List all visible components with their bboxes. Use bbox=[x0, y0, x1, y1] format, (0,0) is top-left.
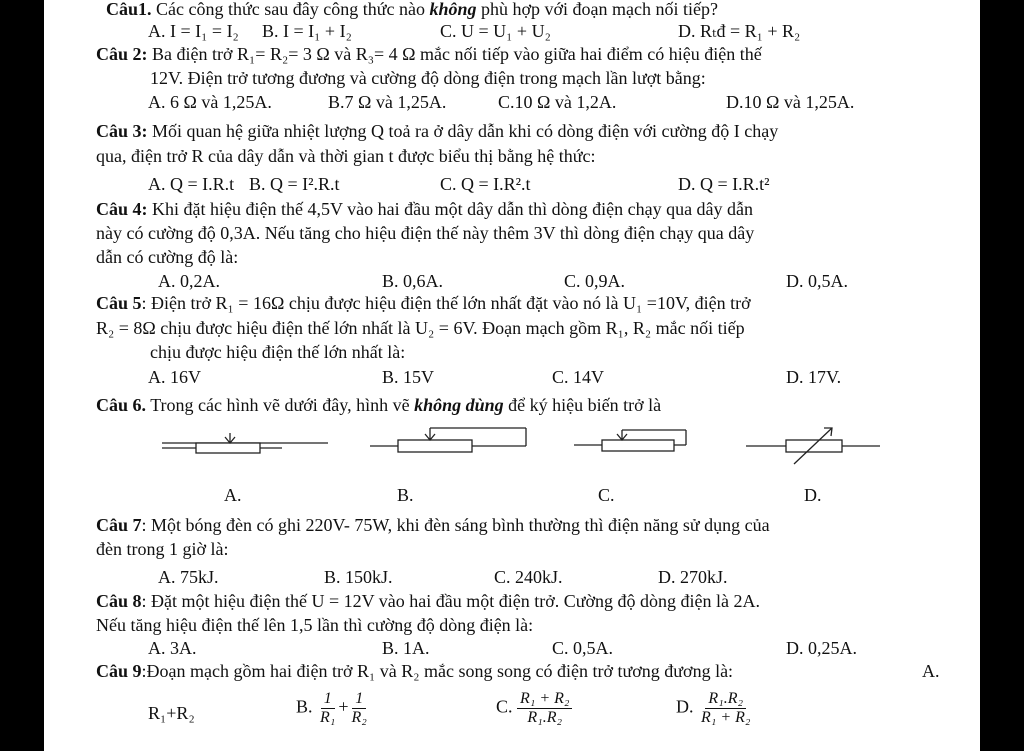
q1-option-b: B. I = I₁ + I₂ bbox=[262, 21, 352, 41]
question-7-line1: Câu 7: Một bóng đèn có ghi 220V- 75W, khi đèn sáng bình thường thì điện năng sử dụng của bbox=[96, 515, 770, 535]
q5-option-b: B. 15V bbox=[382, 367, 435, 387]
q3-option-a: A. Q = I.R.t bbox=[148, 174, 235, 194]
q7-option-d: D. 270kJ. bbox=[658, 567, 728, 587]
question-4-line2: này có cường độ 0,3A. Nếu tăng cho hiệu điện thế này thêm 3V thì dòng điện chạy qua dây bbox=[96, 223, 755, 243]
question-9-line1: Câu 9:Đoạn mạch gồm hai điện trở R₁ và R₂ mắc song song có điện trở tương đương là: bbox=[96, 661, 734, 681]
q9-option-a-prefix: A. bbox=[922, 661, 940, 681]
q4-option-b: B. 0,6A. bbox=[382, 271, 444, 291]
question-8-line1: Câu 8: Đặt một hiệu điện thế U = 12V vào hai đầu một điện trở. Cường độ dòng điện là 2A. bbox=[96, 591, 761, 611]
rheostat-symbol-a bbox=[162, 426, 328, 466]
q4-option-a: A. 0,2A. bbox=[158, 271, 220, 291]
q1-option-a: A. I = I₁ = I₂ bbox=[148, 21, 239, 41]
q8-option-d: D. 0,25A. bbox=[786, 638, 857, 658]
q7-option-c: C. 240kJ. bbox=[494, 567, 563, 587]
q9-c-fraction: $\frac{\text{R₁ + R₂}}{\text{R₁.R₂}}$ bbox=[517, 690, 572, 727]
q5-option-a: A. 16V bbox=[148, 367, 201, 387]
q9-option-b: B. $\frac{1}{\text{R₁}}$ + $\frac{1}{\text{R₂}}$ bbox=[296, 690, 370, 727]
q2-option-b: B.7 Ω và 1,25A. bbox=[328, 92, 447, 112]
question-7-line2: đèn trong 1 giờ là: bbox=[96, 539, 229, 559]
q9-b-fraction-1: $\frac{1}{\text{R₁}}$ bbox=[320, 690, 336, 726]
q9-option-a: R₁+R₂ bbox=[148, 703, 195, 723]
q9-option-d: D. $\frac{\text{R₁.R₂}}{\text{R₁ + R₂}}$ bbox=[676, 690, 753, 727]
rheostat-symbol-b bbox=[370, 426, 528, 466]
rheostat-symbol-d bbox=[746, 424, 882, 468]
q9-option-c: C. $\frac{\text{R₁ + R₂}}{\text{R₁.R₂}}$ bbox=[496, 690, 572, 727]
q3-option-d: D. Q = I.R.t² bbox=[678, 174, 770, 194]
question-2-line2: 12V. Điện trở tương đương và cường độ dòng điện trong mạch lần lượt bằng: bbox=[150, 68, 706, 88]
q2-option-a: A. 6 Ω và 1,25A. bbox=[148, 92, 272, 112]
q4-option-c: C. 0,9A. bbox=[564, 271, 626, 291]
rheostat-symbol-c bbox=[574, 426, 694, 466]
question-1-stem: Câu1. Các công thức sau đây công thức nào không phù hợp với đoạn mạch nối tiếp? bbox=[106, 0, 718, 19]
q7-option-a: A. 75kJ. bbox=[158, 567, 219, 587]
q8-option-c: C. 0,5A. bbox=[552, 638, 614, 658]
question-5-line1: Câu 5: Điện trở R₁ = 16Ω chịu được hiệu điện thế lớn nhất đặt vào nó là U₁ =10V, điện trở bbox=[96, 293, 751, 313]
q2-option-d: D.10 Ω và 1,25A. bbox=[726, 92, 855, 112]
q1-option-d: D. Rₜđ = R₁ + R₂ bbox=[678, 21, 801, 41]
q3-option-c: C. Q = I.R².t bbox=[440, 174, 531, 194]
question-3-line2: qua, điện trở R của dây dẫn và thời gian t được biểu thị bằng hệ thức: bbox=[96, 146, 596, 166]
q6-option-c: C. bbox=[598, 485, 615, 505]
q9-b-fraction-2: $\frac{1}{\text{R₂}}$ bbox=[351, 690, 367, 726]
question-8-line2: Nếu tăng hiệu điện thế lên 1,5 lần thì cường độ dòng điện là: bbox=[96, 615, 534, 635]
q6-option-d: D. bbox=[804, 485, 822, 505]
q7-option-b: B. 150kJ. bbox=[324, 567, 393, 587]
q5-option-d: D. 17V. bbox=[786, 367, 842, 387]
q4-option-d: D. 0,5A. bbox=[786, 271, 848, 291]
q9-d-fraction: $\frac{\text{R₁.R₂}}{\text{R₁ + R₂}}$ bbox=[701, 690, 751, 726]
q5-option-c: C. 14V bbox=[552, 367, 605, 387]
question-4-line1: Câu 4: Khi đặt hiệu điện thế 4,5V vào hai đầu một dây dẫn thì dòng điện chạy qua dây dẫn bbox=[96, 199, 754, 219]
question-5-line2: R₂ = 8Ω chịu được hiệu điện thế lớn nhất là U₂ = 6V. Đoạn mạch gồm R₁, R₂ mắc nối tiếp bbox=[96, 318, 745, 338]
q8-option-b: B. 1A. bbox=[382, 638, 430, 658]
document-page bbox=[44, 0, 980, 751]
q1-option-c: C. U = U₁ + U₂ bbox=[440, 21, 551, 41]
question-4-line3: dẫn có cường độ là: bbox=[96, 247, 239, 267]
question-6-stem: Câu 6. Trong các hình vẽ dưới đây, hình vẽ không dùng để ký hiệu biến trở là bbox=[96, 395, 662, 415]
question-2-line1: Câu 2: Ba điện trở R₁= R₂= 3 Ω và R₃= 4 Ω mắc nối tiếp vào giữa hai điểm có hiệu điện thế bbox=[96, 44, 762, 64]
q2-option-c: C.10 Ω và 1,2A. bbox=[498, 92, 617, 112]
question-3-line1: Câu 3: Mối quan hệ giữa nhiệt lượng Q toả ra ở dây dẫn khi có dòng điện với cường độ I chạy bbox=[96, 121, 779, 141]
q3-option-b: B. Q = I².R.t bbox=[249, 174, 340, 194]
q6-option-b: B. bbox=[397, 485, 414, 505]
q6-option-a: A. bbox=[224, 485, 242, 505]
question-5-line3: chịu được hiệu điện thế lớn nhất là: bbox=[150, 342, 406, 362]
q8-option-a: A. 3A. bbox=[148, 638, 197, 658]
